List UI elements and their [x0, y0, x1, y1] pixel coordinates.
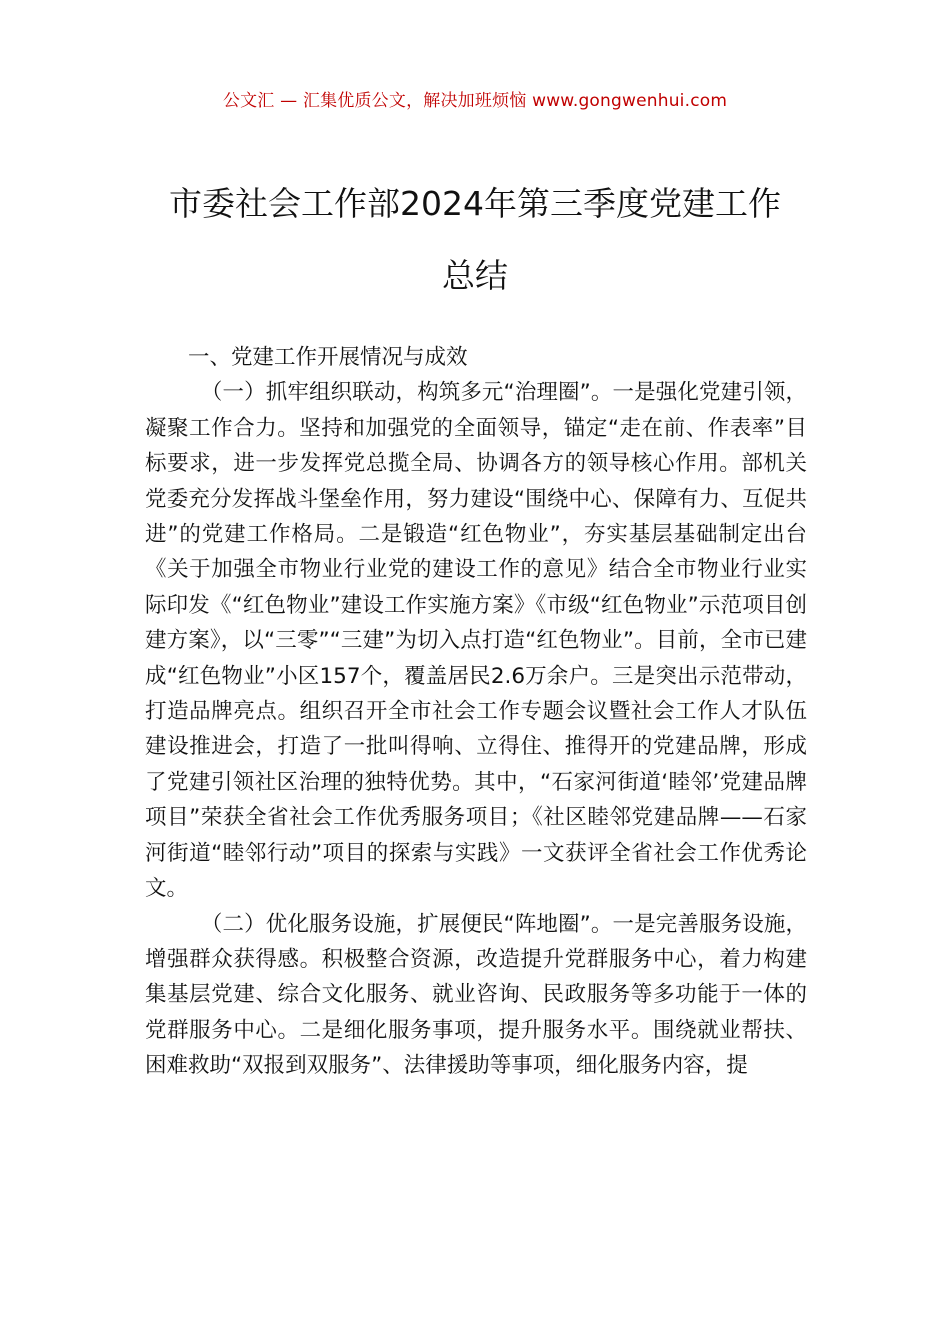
- document-title-line-1: 市委社会工作部2024年第三季度党建工作: [169, 184, 781, 223]
- body-paragraph: （二）优化服务设施，扩展便民“阵地圈”。一是完善服务设施，增强群众获得感。积极整合资源，改造提升党群服务中心，着力构建集基层党建、综合文化服务、就业咨询、民政服务等多功能于一体的党群服务中心。二是细化服务事项，提升服务水平。围绕就业帮扶、困难救助“双报到双服务”、法律援助等事项，细化服务内容，提: [145, 911, 807, 1079]
- section-heading: 一、党建工作开展情况与成效: [188, 345, 468, 370]
- body-paragraph: （一）抓牢组织联动，构筑多元“治理圈”。一是强化党建引领，凝聚工作合力。坚持和加强党的全面领导，锚定“走在前、作表率”目标要求，进一步发挥党总揽全局、协调各方的领导核心作用。部机关党委充分发挥战斗堡垒作用，努力建设“围绕中心、保障有力、互促共进”的党建工作格局。二是锻造“红色物业”，夯实基层基础制定出台《关于加强全市物业行业党的建设工作的意见》结合全市物业行业实际印发《“红色物业”建设工作实施方案》《市级“红色物业”示范项目创建方案》，以“三零”“三建”为切入点打造“红色物业”。目前，全市已建成“红色物业”小区157个，覆盖居民2.6万余户。三是突出示范带动，打造品牌亮点。组织召开全市社会工作专题会议暨社会工作人才队伍建设推进会，打造了一批叫得响、立得住、推得开的党建品牌，形成了党建引领社区治理的独特优势。其中，“石家河街道‘睦邻’党建品牌项目”荣获全省社会工作优秀服务项目；《社区睦邻党建品牌——石家河街道“睦邻行动”项目的探索与实践》一文获评全省社会工作优秀论文。: [145, 380, 807, 902]
- document-title-line-2: 总结: [442, 256, 508, 295]
- document-body: [145, 340, 807, 1084]
- source-banner: 公文汇 — 汇集优质公文，解决加班烦恼 www.gongwenhui.com: [222, 91, 728, 111]
